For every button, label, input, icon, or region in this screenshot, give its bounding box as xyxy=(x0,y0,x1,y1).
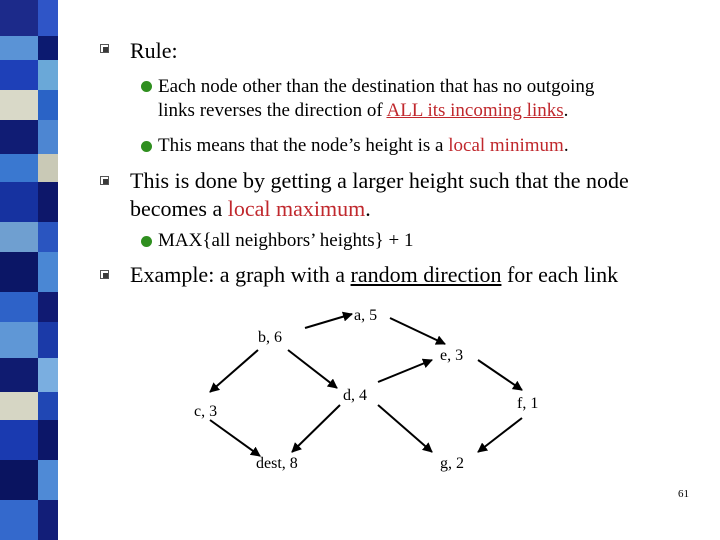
edge-d-g xyxy=(378,405,432,452)
node-c: c, 3 xyxy=(194,403,218,420)
edge-d-dest xyxy=(292,405,340,452)
rule-text-plain: links reverses the direction of xyxy=(158,100,387,121)
local-minimum-emphasis: local minimum xyxy=(448,135,564,156)
larger-height-line1: This is done by getting a larger height such that the node xyxy=(130,168,629,193)
local-maximum-emphasis: local maximum xyxy=(227,196,366,221)
rule-text-period: . xyxy=(563,100,569,121)
edge-f-g xyxy=(478,418,522,452)
edge-b-a xyxy=(305,314,352,328)
rule-text-line1: Each node other than the destination that has no outgoing xyxy=(158,76,595,97)
edge-b-d xyxy=(288,350,337,388)
rule-text-emphasis: ALL its incoming links xyxy=(386,100,564,121)
node-d: d, 4 xyxy=(343,387,367,404)
example-suffix: for each link xyxy=(501,262,619,287)
local-minimum-period: . xyxy=(563,135,569,156)
max-formula: MAX{all neighbors’ heights} + 1 xyxy=(158,230,414,251)
local-minimum-plain: This means that the node’s height is a xyxy=(158,135,449,156)
edge-e-f xyxy=(478,360,522,390)
larger-height-plain: becomes a xyxy=(130,196,228,221)
example-plain: Example: a graph with a xyxy=(130,262,351,287)
larger-height-period: . xyxy=(365,196,371,221)
random-direction-underlined: random direction xyxy=(350,262,502,287)
edge-a-e xyxy=(390,318,445,344)
edge-d-e xyxy=(378,360,432,382)
edge-c-dest xyxy=(210,420,260,456)
page-number: 61 xyxy=(678,488,689,500)
node-a: a, 5 xyxy=(354,307,378,324)
rule-heading: Rule: xyxy=(130,38,178,63)
node-b: b, 6 xyxy=(258,329,282,346)
node-g: g, 2 xyxy=(440,455,464,472)
edge-b-c xyxy=(210,350,258,392)
node-f: f, 1 xyxy=(517,395,539,412)
node-dest: dest, 8 xyxy=(256,455,298,472)
node-e: e, 3 xyxy=(440,347,464,364)
